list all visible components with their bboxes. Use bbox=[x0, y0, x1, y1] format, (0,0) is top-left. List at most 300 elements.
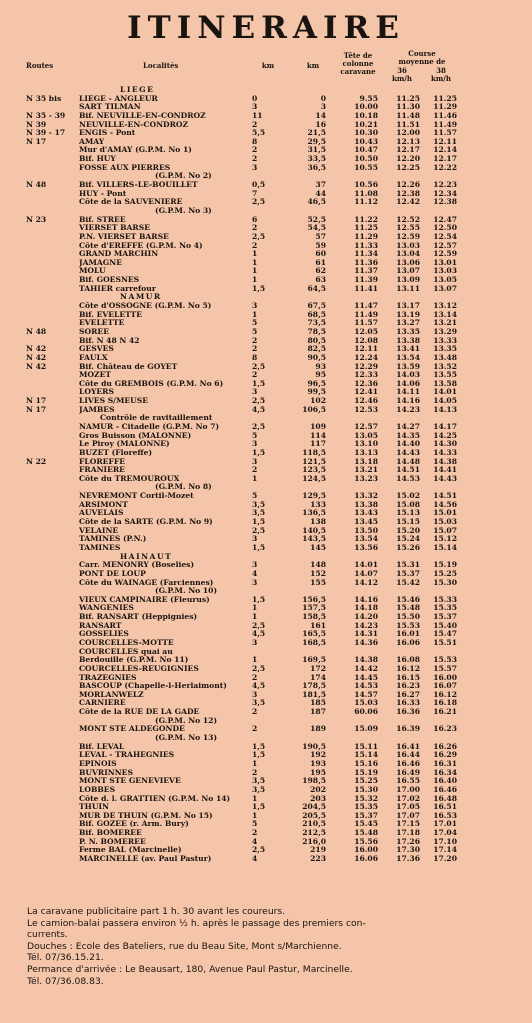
time-38-cell: 17.14 bbox=[433, 845, 457, 855]
time-38-cell: 16.29 bbox=[433, 750, 457, 760]
time-38-cell: 14.30 bbox=[433, 439, 457, 449]
km-cell: 2,5 bbox=[252, 525, 266, 535]
km-cell: 3,5 bbox=[252, 784, 266, 794]
footer-line: Permance d'arrivée : Le Beausart, 180, Avenue Paul Pastur, Marcinelle. bbox=[27, 963, 353, 975]
km-cell: 1,5 bbox=[252, 741, 266, 751]
time-38-cell: 14.05 bbox=[433, 396, 457, 406]
caravan-time-cell: 15.14 bbox=[354, 750, 378, 760]
km-cell: 2 bbox=[252, 828, 258, 838]
locality-cell: Berdouille (G.P.M. No 11) bbox=[79, 656, 189, 665]
locality-cell: VELAINE bbox=[79, 526, 119, 535]
table-row bbox=[0, 708, 532, 717]
time-36-cell: 13.59 bbox=[396, 361, 420, 371]
km-total-cell: 145 bbox=[310, 542, 326, 552]
caravan-time-cell: 10.18 bbox=[354, 110, 378, 120]
locality-cell: FAULX bbox=[79, 353, 108, 362]
km-total-cell: 102 bbox=[310, 396, 326, 406]
time-36-cell: 16.46 bbox=[396, 758, 420, 768]
time-38-cell: 14.38 bbox=[433, 456, 457, 466]
km-total-cell: 169,5 bbox=[302, 655, 326, 665]
km-total-cell: 202 bbox=[310, 784, 326, 794]
locality-cell: LOBBES bbox=[79, 785, 116, 794]
km-total-cell: 117 bbox=[310, 439, 326, 449]
km-total-cell: 133 bbox=[310, 499, 326, 509]
time-38-cell: 17.10 bbox=[433, 836, 457, 846]
time-36-cell: 15.15 bbox=[396, 517, 420, 527]
time-38-cell: 16.48 bbox=[433, 793, 457, 803]
time-36-cell: 12.13 bbox=[396, 136, 420, 146]
time-38-cell: 12.22 bbox=[433, 162, 457, 172]
caravan-time-cell: 15.11 bbox=[354, 741, 378, 751]
caravan-time-cell: 11.33 bbox=[354, 240, 378, 250]
caravan-time-cell: 10.00 bbox=[354, 102, 378, 112]
caravan-time-cell: 11.57 bbox=[354, 318, 378, 328]
locality-cell: Bif. GOESNES bbox=[79, 276, 140, 285]
km-cell: 2 bbox=[252, 223, 258, 233]
time-38-cell: 11.25 bbox=[433, 93, 457, 103]
km-total-cell: 187 bbox=[310, 707, 326, 717]
caravan-time-cell: 13.38 bbox=[354, 499, 378, 509]
time-38-cell: 14.13 bbox=[433, 404, 457, 414]
caravan-time-cell: 13.23 bbox=[354, 473, 378, 483]
caravan-time-cell: 11.34 bbox=[354, 249, 378, 259]
km-cell: 1,5 bbox=[252, 802, 266, 812]
time-36-cell: 16.23 bbox=[396, 681, 420, 691]
km-total-cell: 189 bbox=[310, 724, 326, 734]
km-cell: 4,5 bbox=[252, 629, 266, 639]
time-36-cell: 13.07 bbox=[396, 266, 420, 276]
km-total-cell: 204,5 bbox=[302, 802, 326, 812]
table-row bbox=[0, 406, 532, 415]
km-total-cell: 195 bbox=[310, 767, 326, 777]
caravan-time-cell: 14.36 bbox=[354, 638, 378, 647]
locality-cell: NAMUR bbox=[120, 293, 162, 302]
locality-cell: VIERSET BARSE bbox=[79, 224, 151, 233]
route-cell: N 48 bbox=[26, 326, 47, 336]
time-38-cell: 16.46 bbox=[433, 784, 457, 794]
km-total-cell: 121,5 bbox=[302, 456, 326, 466]
caravan-time-cell: 11.12 bbox=[354, 197, 378, 207]
locality-cell: RANSART bbox=[79, 621, 122, 630]
km-total-cell: 155 bbox=[310, 577, 326, 587]
route-cell: N 22 bbox=[26, 456, 47, 466]
locality-cell: COURCELLES-REUGIGNIES bbox=[79, 664, 199, 673]
km-total-cell: 62 bbox=[315, 266, 326, 276]
table-row bbox=[0, 725, 532, 734]
locality-cell: (G.P.M. No 12) bbox=[155, 716, 218, 725]
km-cell: 3 bbox=[252, 560, 258, 570]
caravan-time-cell: 12.24 bbox=[354, 352, 378, 362]
time-38-cell: 16.40 bbox=[433, 776, 457, 786]
time-36-cell: 13.54 bbox=[396, 352, 420, 362]
time-36-cell: 14.48 bbox=[396, 456, 420, 466]
caravan-time-cell: 13.50 bbox=[354, 525, 378, 535]
itinerary-table bbox=[0, 86, 532, 864]
time-38-cell: 15.30 bbox=[433, 577, 457, 587]
km-total-cell: 172 bbox=[310, 663, 326, 673]
locality-cell: Mur d'AMAY (G.P.M. No 1) bbox=[79, 146, 192, 155]
locality-cell: JAMAGNE bbox=[79, 258, 122, 267]
km-cell: 2,5 bbox=[252, 620, 266, 630]
km-cell: 2,5 bbox=[252, 197, 266, 207]
km-total-cell: 143,5 bbox=[302, 534, 326, 544]
caravan-time-cell: 60.06 bbox=[354, 707, 378, 717]
km-cell: 7 bbox=[252, 188, 258, 198]
time-36-cell: 11.51 bbox=[396, 119, 420, 129]
km-total-cell: 0 bbox=[320, 93, 326, 103]
time-38-cell: 15.07 bbox=[433, 525, 457, 535]
locality-cell: LIEGE - ANGLEUR bbox=[79, 94, 158, 103]
time-36-cell: 16.44 bbox=[396, 750, 420, 760]
time-38-cell: 16.21 bbox=[433, 707, 457, 717]
time-36-cell: 15.08 bbox=[396, 499, 420, 509]
km-total-cell: 157,5 bbox=[302, 603, 326, 613]
km-total-cell: 78,5 bbox=[307, 326, 326, 336]
time-36-cell: 14.40 bbox=[396, 439, 420, 449]
locality-cell: Bif. LEVAL bbox=[79, 742, 125, 751]
locality-cell: CARNIERE bbox=[79, 699, 126, 708]
km-total-cell: 168,5 bbox=[302, 638, 326, 647]
route-cell: N 42 bbox=[26, 361, 47, 371]
time-38-cell: 17.01 bbox=[433, 819, 457, 829]
time-38-cell: 16.18 bbox=[433, 698, 457, 708]
km-cell: 3 bbox=[252, 162, 258, 172]
time-36-cell: 17.07 bbox=[396, 810, 420, 820]
time-36-cell: 15.46 bbox=[396, 594, 420, 604]
time-38-cell: 13.48 bbox=[433, 352, 457, 362]
time-36-cell: 17.36 bbox=[396, 854, 420, 864]
km-cell: 1,5 bbox=[252, 378, 266, 388]
time-38-cell: 13.52 bbox=[433, 361, 457, 371]
time-36-cell: 12.26 bbox=[396, 180, 420, 190]
header-tete-colonne bbox=[334, 52, 382, 76]
time-38-cell: 15.37 bbox=[433, 612, 457, 622]
footer-notes bbox=[27, 906, 507, 987]
km-cell: 3,5 bbox=[252, 508, 266, 518]
caravan-time-cell: 13.13 bbox=[354, 447, 378, 457]
km-cell: 5 bbox=[252, 491, 258, 501]
time-36-cell: 17.00 bbox=[396, 784, 420, 794]
km-cell: 3,5 bbox=[252, 698, 266, 708]
time-36-cell: 15.42 bbox=[396, 577, 420, 587]
caravan-time-cell: 15.30 bbox=[354, 784, 378, 794]
time-38-cell: 16.31 bbox=[433, 758, 457, 768]
locality-cell: Côte d'EREFFE (G.P.M. No 4) bbox=[79, 241, 203, 250]
km-cell: 1 bbox=[252, 309, 258, 319]
km-total-cell: 212,5 bbox=[302, 828, 326, 838]
locality-cell: Bif. N 48 N 42 bbox=[79, 336, 140, 345]
caravan-time-cell: 15.48 bbox=[354, 828, 378, 838]
caravan-time-cell: 11.08 bbox=[354, 188, 378, 198]
km-cell: 8 bbox=[252, 352, 258, 362]
caravan-time-cell: 11.41 bbox=[354, 283, 378, 293]
caravan-time-cell: 13.43 bbox=[354, 508, 378, 518]
km-total-cell: 54,5 bbox=[307, 223, 326, 233]
footer-line: Tél. 07/36.08.83. bbox=[27, 975, 104, 987]
locality-cell: AMAY bbox=[79, 137, 105, 146]
km-total-cell: 96,5 bbox=[307, 378, 326, 388]
time-36-cell: 13.03 bbox=[396, 240, 420, 250]
km-cell: 2 bbox=[252, 145, 258, 155]
time-38-cell: 15.47 bbox=[433, 629, 457, 639]
time-38-cell: 12.57 bbox=[433, 240, 457, 250]
locality-cell: FRANIERE bbox=[79, 466, 125, 475]
time-36-cell: 13.27 bbox=[396, 318, 420, 328]
km-total-cell: 193 bbox=[310, 758, 326, 768]
time-36-cell: 16.39 bbox=[396, 724, 420, 734]
time-36-cell: 16.49 bbox=[396, 767, 420, 777]
km-total-cell: 205,5 bbox=[302, 810, 326, 820]
locality-cell: NEUVILLE-EN-CONDROZ bbox=[79, 120, 189, 129]
km-cell: 3 bbox=[252, 301, 258, 311]
caravan-time-cell: 14.38 bbox=[354, 655, 378, 665]
km-total-cell: 44 bbox=[315, 188, 326, 198]
time-38-cell: 15.51 bbox=[433, 638, 457, 647]
locality-cell: Bif. STREE bbox=[79, 215, 126, 224]
time-36-cell: 12.25 bbox=[396, 162, 420, 172]
time-36-cell: 14.03 bbox=[396, 370, 420, 380]
time-38-cell: 13.12 bbox=[433, 301, 457, 311]
locality-cell: Bif. EVELETTE bbox=[79, 310, 143, 319]
km-cell: 1,5 bbox=[252, 283, 266, 293]
time-38-cell: 12.23 bbox=[433, 180, 457, 190]
table-row bbox=[0, 475, 532, 484]
km-total-cell: 36,5 bbox=[307, 162, 326, 172]
km-total-cell: 14 bbox=[315, 110, 326, 120]
locality-cell: NEVREMONT Cortil-Mozet bbox=[79, 492, 194, 501]
km-cell: 4 bbox=[252, 854, 258, 864]
locality-cell: Bif. HUY bbox=[79, 155, 116, 164]
locality-cell: P. N. BOMEREE bbox=[79, 837, 146, 846]
route-cell: N 35 - 39 bbox=[26, 110, 66, 120]
km-cell: 2 bbox=[252, 724, 258, 734]
km-cell: 2 bbox=[252, 335, 258, 345]
caravan-time-cell: 10.50 bbox=[354, 154, 378, 164]
locality-cell: Côte de la RUE DE LA GADE bbox=[79, 708, 200, 717]
km-cell: 2,5 bbox=[252, 361, 266, 371]
caravan-time-cell: 15.25 bbox=[354, 776, 378, 786]
time-38-cell: 11.46 bbox=[433, 110, 457, 120]
km-total-cell: 82,5 bbox=[307, 344, 326, 354]
km-cell: 1 bbox=[252, 275, 258, 285]
time-36-cell: 16.01 bbox=[396, 629, 420, 639]
time-36-cell: 17.18 bbox=[396, 828, 420, 838]
time-38-cell: 15.03 bbox=[433, 517, 457, 527]
locality-cell: EVELETTE bbox=[79, 319, 125, 328]
km-cell: 4,5 bbox=[252, 404, 266, 414]
km-cell: 2 bbox=[252, 344, 258, 354]
caravan-time-cell: 11.39 bbox=[354, 275, 378, 285]
time-36-cell: 14.53 bbox=[396, 473, 420, 483]
header-tete-line3: caravane bbox=[340, 67, 376, 76]
km-total-cell: 140,5 bbox=[302, 525, 326, 535]
time-36-cell: 16.41 bbox=[396, 741, 420, 751]
time-36-cell: 13.19 bbox=[396, 309, 420, 319]
km-total-cell: 3 bbox=[320, 102, 326, 112]
time-36-cell: 12.59 bbox=[396, 231, 420, 241]
caravan-time-cell: 15.19 bbox=[354, 767, 378, 777]
time-38-cell: 13.07 bbox=[433, 283, 457, 293]
time-36-cell: 13.35 bbox=[396, 326, 420, 336]
time-38-cell: 16.53 bbox=[433, 810, 457, 820]
time-36-cell: 16.36 bbox=[396, 707, 420, 717]
header-km-total: km bbox=[306, 61, 320, 70]
time-36-cell: 14.06 bbox=[396, 378, 420, 388]
locality-cell: (G.P.M. No 13) bbox=[155, 734, 218, 743]
time-36-cell: 14.51 bbox=[396, 465, 420, 475]
caravan-time-cell: 12.53 bbox=[354, 404, 378, 414]
header-speed1-value: 36 bbox=[397, 66, 407, 75]
locality-cell: (G.P.M. No 3) bbox=[155, 206, 212, 215]
caravan-time-cell: 14.12 bbox=[354, 577, 378, 587]
time-38-cell: 14.25 bbox=[433, 430, 457, 440]
km-total-cell: 190,5 bbox=[302, 741, 326, 751]
km-cell: 1,5 bbox=[252, 594, 266, 604]
time-36-cell: 11.48 bbox=[396, 110, 420, 120]
locality-cell: AUVELAIS bbox=[79, 509, 124, 518]
km-cell: 2 bbox=[252, 707, 258, 717]
km-total-cell: 203 bbox=[310, 793, 326, 803]
km-total-cell: 165,5 bbox=[302, 629, 326, 639]
route-cell: N 42 bbox=[26, 344, 47, 354]
time-38-cell: 14.33 bbox=[433, 447, 457, 457]
km-cell: 1,5 bbox=[252, 750, 266, 760]
time-36-cell: 16.08 bbox=[396, 655, 420, 665]
footer-line: Douches : Ecole des Bateliers, rue du Beau Site, Mont s/Marchienne. bbox=[27, 940, 342, 952]
locality-cell: GESVES bbox=[79, 345, 114, 354]
km-total-cell: 161 bbox=[310, 620, 326, 630]
km-total-cell: 60 bbox=[315, 249, 326, 259]
locality-cell: SART TILMAN bbox=[79, 103, 141, 112]
header-course bbox=[382, 50, 462, 66]
caravan-time-cell: 14.16 bbox=[354, 594, 378, 604]
km-cell: 4,5 bbox=[252, 681, 266, 691]
km-total-cell: 192 bbox=[310, 750, 326, 760]
time-36-cell: 12.52 bbox=[396, 214, 420, 224]
header-speed2-unit: km/h bbox=[431, 74, 451, 83]
time-36-cell: 11.30 bbox=[396, 102, 420, 112]
footer-line: Le camion-balai passera environ ½ h. après le passage des premiers con- bbox=[27, 917, 366, 929]
km-total-cell: 68,5 bbox=[307, 309, 326, 319]
locality-cell: Côte de la SARTE (G.P.M. No 9) bbox=[79, 518, 213, 527]
caravan-time-cell: 13.56 bbox=[354, 542, 378, 552]
km-cell: 5 bbox=[252, 819, 258, 829]
locality-cell: THUIN bbox=[79, 803, 109, 812]
locality-cell: NAMUR - Citadelle (G.P.M. No 7) bbox=[79, 422, 220, 431]
km-cell: 2 bbox=[252, 154, 258, 164]
route-cell: N 42 bbox=[26, 352, 47, 362]
time-36-cell: 12.00 bbox=[396, 128, 420, 138]
caravan-time-cell: 11.49 bbox=[354, 309, 378, 319]
header-speed-36 bbox=[387, 67, 417, 83]
locality-cell: BASCOUP (Chapelle-l-Herlaimont) bbox=[79, 682, 227, 691]
km-cell: 3 bbox=[252, 638, 258, 647]
locality-cell: LOYERS bbox=[79, 388, 114, 397]
km-total-cell: 57 bbox=[315, 231, 326, 241]
route-cell: N 17 bbox=[26, 136, 47, 146]
locality-cell: Côte du GREMBOIS (G.P.M. No 6) bbox=[79, 379, 224, 388]
km-total-cell: 64,5 bbox=[307, 283, 326, 293]
km-total-cell: 67,5 bbox=[307, 301, 326, 311]
km-cell: 2 bbox=[252, 119, 258, 129]
time-36-cell: 13.38 bbox=[396, 335, 420, 345]
locality-cell: Bif. GOZEE (r. Arm. Bury) bbox=[79, 820, 189, 829]
locality-cell: Carr. MENONRY (Boselies) bbox=[79, 561, 195, 570]
time-36-cell: 16.12 bbox=[396, 663, 420, 673]
caravan-time-cell: 11.25 bbox=[354, 223, 378, 233]
km-total-cell: 136,5 bbox=[302, 508, 326, 518]
locality-cell: TAHIER carrefour bbox=[79, 284, 156, 293]
route-cell: N 17 bbox=[26, 404, 47, 414]
time-38-cell: 17.04 bbox=[433, 828, 457, 838]
time-36-cell: 15.37 bbox=[396, 568, 420, 578]
time-36-cell: 14.43 bbox=[396, 447, 420, 457]
km-total-cell: 109 bbox=[310, 421, 326, 431]
time-38-cell: 14.01 bbox=[433, 387, 457, 397]
km-total-cell: 219 bbox=[310, 845, 326, 855]
locality-cell: FLOREFFE bbox=[79, 457, 126, 466]
time-36-cell: 11.25 bbox=[396, 93, 420, 103]
km-cell: 1 bbox=[252, 249, 258, 259]
caravan-time-cell: 14.42 bbox=[354, 663, 378, 673]
caravan-time-cell: 10.55 bbox=[354, 162, 378, 172]
km-total-cell: 198,5 bbox=[302, 776, 326, 786]
time-38-cell: 15.40 bbox=[433, 620, 457, 630]
km-cell: 2,5 bbox=[252, 845, 266, 855]
locality-cell: Ferme BAL (Marcinelle) bbox=[79, 846, 182, 855]
locality-cell: ENGIS - Pont bbox=[79, 129, 136, 138]
caravan-time-cell: 16.00 bbox=[354, 845, 378, 855]
locality-cell: BUVRINNES bbox=[79, 768, 133, 777]
caravan-time-cell: 15.03 bbox=[354, 698, 378, 708]
time-36-cell: 13.41 bbox=[396, 344, 420, 354]
km-total-cell: 114 bbox=[310, 430, 326, 440]
time-38-cell: 13.14 bbox=[433, 309, 457, 319]
caravan-time-cell: 16.06 bbox=[354, 854, 378, 864]
time-38-cell: 15.33 bbox=[433, 594, 457, 604]
locality-cell: Côte du TREMOUROUX bbox=[79, 474, 180, 483]
time-36-cell: 17.30 bbox=[396, 845, 420, 855]
time-38-cell: 13.05 bbox=[433, 275, 457, 285]
time-36-cell: 13.11 bbox=[396, 283, 420, 293]
time-38-cell: 14.17 bbox=[433, 421, 457, 431]
km-cell: 2,5 bbox=[252, 231, 266, 241]
locality-cell: Gros Buisson (MALONNE) bbox=[79, 431, 192, 440]
time-38-cell: 15.57 bbox=[433, 663, 457, 673]
time-36-cell: 15.13 bbox=[396, 508, 420, 518]
page-title: ITINERAIRE bbox=[127, 10, 405, 46]
locality-cell: EPINOIS bbox=[79, 759, 117, 768]
caravan-time-cell: 14.23 bbox=[354, 620, 378, 630]
km-cell: 1 bbox=[252, 758, 258, 768]
route-cell: N 39 - 17 bbox=[26, 128, 66, 138]
caravan-time-cell: 10.47 bbox=[354, 145, 378, 155]
km-cell: 2 bbox=[252, 240, 258, 250]
caravan-time-cell: 15.37 bbox=[354, 810, 378, 820]
km-cell: 3 bbox=[252, 577, 258, 587]
locality-cell: SOREE bbox=[79, 327, 109, 336]
caravan-time-cell: 13.10 bbox=[354, 439, 378, 449]
caravan-time-cell: 13.21 bbox=[354, 465, 378, 475]
route-cell: N 39 bbox=[26, 119, 47, 129]
caravan-time-cell: 14.07 bbox=[354, 568, 378, 578]
time-38-cell: 16.26 bbox=[433, 741, 457, 751]
locality-cell: VIEUX CAMPINAIRE (Fleurus) bbox=[79, 595, 210, 604]
time-36-cell: 16.06 bbox=[396, 638, 420, 647]
locality-cell: Bif. NEUVILLE-EN-CONDROZ bbox=[79, 111, 206, 120]
caravan-time-cell: 10.21 bbox=[354, 119, 378, 129]
locality-cell: Bif. BOMEREE bbox=[79, 829, 142, 838]
